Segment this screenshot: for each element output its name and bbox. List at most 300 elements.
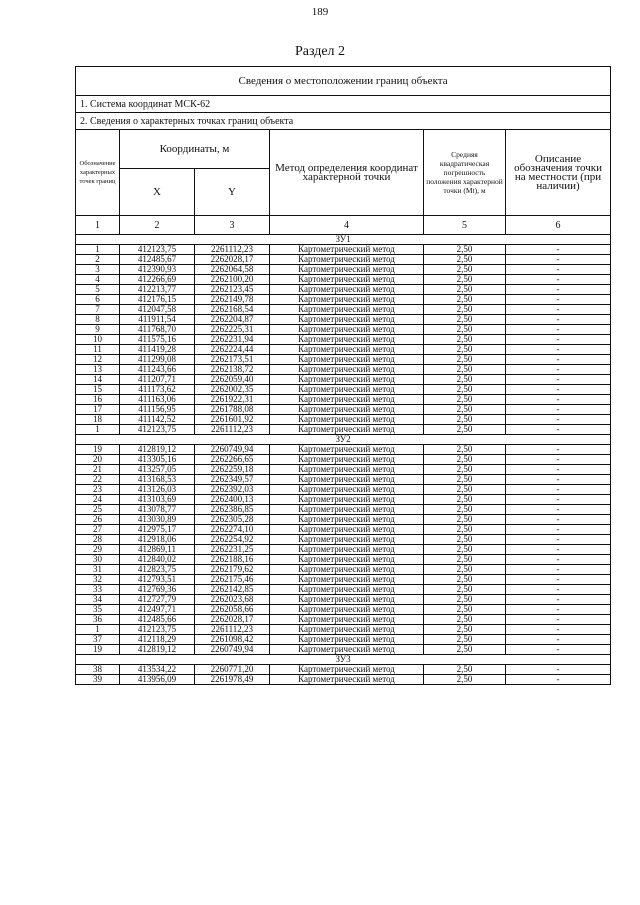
x-coord-cell: 412727,79: [120, 595, 195, 605]
x-coord-cell: 411911,54: [120, 315, 195, 325]
precision-cell: 2,50: [424, 585, 506, 595]
points-title-row: 2. Сведения о характерных точках границ объекта: [76, 113, 611, 130]
x-coord-cell: 412819,12: [120, 645, 195, 655]
method-cell: Картометрический метод: [270, 295, 424, 305]
precision-cell: 2,50: [424, 255, 506, 265]
method-cell: Картометрический метод: [270, 255, 424, 265]
method-cell: Картометрический метод: [270, 605, 424, 615]
table-row: [76, 675, 611, 685]
method-cell: Картометрический метод: [270, 455, 424, 465]
method-cell: Картометрический метод: [270, 635, 424, 645]
x-coord-cell: 413534,22: [120, 665, 195, 675]
precision-cell: 2,50: [424, 595, 506, 605]
col-number: 2: [120, 216, 195, 235]
x-coord-cell: 412975,17: [120, 525, 195, 535]
point-id-cell: 38: [76, 665, 120, 675]
table-row: [76, 625, 611, 635]
point-id-cell: 9: [76, 325, 120, 335]
x-coord-cell: 412123,75: [120, 245, 195, 255]
table-row: [76, 635, 611, 645]
description-cell: -: [506, 505, 611, 515]
col-number: 6: [506, 216, 611, 235]
point-id-cell: 24: [76, 495, 120, 505]
description-cell: -: [506, 585, 611, 595]
x-coord-cell: 412793,51: [120, 575, 195, 585]
point-id-cell: 2: [76, 255, 120, 265]
table-row: [76, 565, 611, 575]
point-id-cell: 1: [76, 425, 120, 435]
description-cell: -: [506, 555, 611, 565]
method-cell: Картометрический метод: [270, 585, 424, 595]
point-id-cell: 17: [76, 405, 120, 415]
description-cell: -: [506, 485, 611, 495]
header-point-id: Обозначение характерных точек границ: [76, 130, 120, 216]
precision-cell: 2,50: [424, 645, 506, 655]
y-coord-cell: 2262400,13: [195, 495, 270, 505]
precision-cell: 2,50: [424, 575, 506, 585]
precision-cell: 2,50: [424, 265, 506, 275]
point-id-cell: 12: [76, 355, 120, 365]
precision-cell: 2,50: [424, 295, 506, 305]
table-row: [76, 545, 611, 555]
description-cell: -: [506, 635, 611, 645]
page-number: 189: [311, 6, 329, 18]
description-cell: -: [506, 675, 611, 685]
description-cell: -: [506, 285, 611, 295]
precision-cell: 2,50: [424, 555, 506, 565]
method-cell: Картометрический метод: [270, 245, 424, 255]
table-row: [76, 275, 611, 285]
description-cell: -: [506, 345, 611, 355]
point-id-cell: 29: [76, 545, 120, 555]
point-id-cell: 33: [76, 585, 120, 595]
table-row: [76, 255, 611, 265]
x-coord-cell: 412769,36: [120, 585, 195, 595]
point-id-cell: 16: [76, 395, 120, 405]
precision-cell: 2,50: [424, 615, 506, 625]
x-coord-cell: 412390,93: [120, 265, 195, 275]
description-cell: -: [506, 405, 611, 415]
table-row: [76, 515, 611, 525]
point-id-cell: 28: [76, 535, 120, 545]
method-cell: Картометрический метод: [270, 335, 424, 345]
x-coord-cell: 413956,09: [120, 675, 195, 685]
y-coord-cell: 2262100,20: [195, 275, 270, 285]
description-cell: -: [506, 625, 611, 635]
description-cell: -: [506, 565, 611, 575]
precision-cell: 2,50: [424, 605, 506, 615]
x-coord-cell: 412485,66: [120, 615, 195, 625]
table-row: [76, 455, 611, 465]
precision-cell: 2,50: [424, 395, 506, 405]
precision-cell: 2,50: [424, 625, 506, 635]
y-coord-cell: 2262349,57: [195, 475, 270, 485]
method-cell: Картометрический метод: [270, 345, 424, 355]
header-description: Описание обозначения точки на местности (при наличии): [506, 130, 611, 216]
x-coord-cell: 413126,03: [120, 485, 195, 495]
header-coordinates: Координаты, м: [120, 130, 270, 169]
table-row: [76, 445, 611, 455]
description-cell: -: [506, 265, 611, 275]
y-coord-cell: 2262059,40: [195, 375, 270, 385]
header-x: X: [120, 169, 195, 216]
precision-cell: 2,50: [424, 245, 506, 255]
description-cell: -: [506, 245, 611, 255]
y-coord-cell: 2262138,72: [195, 365, 270, 375]
method-cell: Картометрический метод: [270, 265, 424, 275]
method-cell: Картометрический метод: [270, 305, 424, 315]
y-coord-cell: 2262142,85: [195, 585, 270, 595]
y-coord-cell: 2262028,17: [195, 255, 270, 265]
table-row: [76, 245, 611, 255]
point-id-cell: 10: [76, 335, 120, 345]
table-row: [76, 465, 611, 475]
point-id-cell: 8: [76, 315, 120, 325]
y-coord-cell: 2262274,10: [195, 525, 270, 535]
point-id-cell: 3: [76, 265, 120, 275]
precision-cell: 2,50: [424, 635, 506, 645]
precision-cell: 2,50: [424, 285, 506, 295]
precision-cell: 2,50: [424, 355, 506, 365]
point-id-cell: 1: [76, 625, 120, 635]
col-number: 1: [76, 216, 120, 235]
point-id-cell: 27: [76, 525, 120, 535]
description-cell: -: [506, 575, 611, 585]
point-id-cell: 4: [76, 275, 120, 285]
method-cell: Картометрический метод: [270, 355, 424, 365]
table-row: [76, 575, 611, 585]
method-cell: Картометрический метод: [270, 625, 424, 635]
precision-cell: 2,50: [424, 425, 506, 435]
method-cell: Картометрический метод: [270, 495, 424, 505]
point-id-cell: 32: [76, 575, 120, 585]
point-id-cell: 15: [76, 385, 120, 395]
precision-cell: 2,50: [424, 315, 506, 325]
point-id-cell: 31: [76, 565, 120, 575]
coord-system-row: 1. Система координат МСК-62: [76, 96, 611, 113]
point-id-cell: 22: [76, 475, 120, 485]
description-cell: -: [506, 335, 611, 345]
method-cell: Картометрический метод: [270, 595, 424, 605]
y-coord-cell: 2262023,68: [195, 595, 270, 605]
table-row: [76, 535, 611, 545]
y-coord-cell: 2261098,42: [195, 635, 270, 645]
method-cell: Картометрический метод: [270, 465, 424, 475]
point-id-cell: 13: [76, 365, 120, 375]
method-cell: Картометрический метод: [270, 405, 424, 415]
point-id-cell: 26: [76, 515, 120, 525]
y-coord-cell: 2262188,16: [195, 555, 270, 565]
y-coord-cell: 2260749,94: [195, 645, 270, 655]
method-cell: Картометрический метод: [270, 375, 424, 385]
precision-cell: 2,50: [424, 445, 506, 455]
table-row: [76, 335, 611, 345]
point-id-cell: 18: [76, 415, 120, 425]
description-cell: -: [506, 305, 611, 315]
description-cell: -: [506, 535, 611, 545]
point-id-cell: 19: [76, 645, 120, 655]
table-row: [76, 265, 611, 275]
y-coord-cell: 2261978,49: [195, 675, 270, 685]
x-coord-cell: 411173,62: [120, 385, 195, 395]
method-cell: Картометрический метод: [270, 315, 424, 325]
section-title: Раздел 2: [294, 44, 346, 59]
description-cell: -: [506, 515, 611, 525]
precision-cell: 2,50: [424, 305, 506, 315]
description-cell: -: [506, 425, 611, 435]
table-row: [76, 325, 611, 335]
x-coord-cell: 412485,67: [120, 255, 195, 265]
y-coord-cell: 2260749,94: [195, 445, 270, 455]
y-coord-cell: 2262224,44: [195, 345, 270, 355]
table-row: [76, 385, 611, 395]
description-cell: -: [506, 455, 611, 465]
group-header: ЗУ1: [76, 235, 611, 245]
x-coord-cell: 412266,69: [120, 275, 195, 285]
y-coord-cell: 2262204,87: [195, 315, 270, 325]
boundary-points-table: [75, 66, 611, 685]
precision-cell: 2,50: [424, 505, 506, 515]
description-cell: -: [506, 255, 611, 265]
description-cell: -: [506, 465, 611, 475]
precision-cell: 2,50: [424, 275, 506, 285]
col-number: 4: [270, 216, 424, 235]
y-coord-cell: 2262168,54: [195, 305, 270, 315]
x-coord-cell: 412123,75: [120, 625, 195, 635]
point-id-cell: 21: [76, 465, 120, 475]
table-row: [76, 405, 611, 415]
table-row: [76, 585, 611, 595]
point-id-cell: 35: [76, 605, 120, 615]
x-coord-cell: 411207,71: [120, 375, 195, 385]
table-row: [76, 425, 611, 435]
x-coord-cell: 412497,71: [120, 605, 195, 615]
x-coord-cell: 412176,15: [120, 295, 195, 305]
x-coord-cell: 412123,75: [120, 425, 195, 435]
x-coord-cell: 413168,53: [120, 475, 195, 485]
y-coord-cell: 2262175,46: [195, 575, 270, 585]
method-cell: Картометрический метод: [270, 385, 424, 395]
x-coord-cell: 411768,70: [120, 325, 195, 335]
point-id-cell: 7: [76, 305, 120, 315]
y-coord-cell: 2262266,65: [195, 455, 270, 465]
x-coord-cell: 411156,95: [120, 405, 195, 415]
col-number: 5: [424, 216, 506, 235]
description-cell: -: [506, 525, 611, 535]
table-row: [76, 395, 611, 405]
x-coord-cell: 412840,02: [120, 555, 195, 565]
precision-cell: 2,50: [424, 325, 506, 335]
precision-cell: 2,50: [424, 535, 506, 545]
x-coord-cell: 412118,29: [120, 635, 195, 645]
x-coord-cell: 413078,77: [120, 505, 195, 515]
x-coord-cell: 411419,28: [120, 345, 195, 355]
description-cell: -: [506, 395, 611, 405]
method-cell: Картометрический метод: [270, 485, 424, 495]
precision-cell: 2,50: [424, 385, 506, 395]
point-id-cell: 1: [76, 245, 120, 255]
y-coord-cell: 2262149,78: [195, 295, 270, 305]
precision-cell: 2,50: [424, 475, 506, 485]
description-cell: -: [506, 375, 611, 385]
precision-cell: 2,50: [424, 525, 506, 535]
point-id-cell: 6: [76, 295, 120, 305]
table-row: [76, 315, 611, 325]
method-cell: Картометрический метод: [270, 445, 424, 455]
method-cell: Картометрический метод: [270, 475, 424, 485]
precision-cell: 2,50: [424, 495, 506, 505]
table-row: [76, 285, 611, 295]
y-coord-cell: 2262064,58: [195, 265, 270, 275]
table-row: [76, 375, 611, 385]
description-cell: -: [506, 295, 611, 305]
y-coord-cell: 2262225,31: [195, 325, 270, 335]
x-coord-cell: 411299,08: [120, 355, 195, 365]
y-coord-cell: 2262231,25: [195, 545, 270, 555]
method-cell: Картометрический метод: [270, 425, 424, 435]
method-cell: Картометрический метод: [270, 505, 424, 515]
description-cell: -: [506, 275, 611, 285]
method-cell: Картометрический метод: [270, 675, 424, 685]
description-cell: -: [506, 495, 611, 505]
point-id-cell: 5: [76, 285, 120, 295]
point-id-cell: 19: [76, 445, 120, 455]
method-cell: Картометрический метод: [270, 365, 424, 375]
group-header: ЗУ2: [76, 435, 611, 445]
point-id-cell: 14: [76, 375, 120, 385]
point-id-cell: 25: [76, 505, 120, 515]
method-cell: Картометрический метод: [270, 545, 424, 555]
precision-cell: 2,50: [424, 465, 506, 475]
description-cell: -: [506, 595, 611, 605]
header-precision: Средняя квадратическая погрешность положения характерной точки (Mt), м: [424, 130, 506, 216]
x-coord-cell: 413030,89: [120, 515, 195, 525]
method-cell: Картометрический метод: [270, 525, 424, 535]
y-coord-cell: 2262259,18: [195, 465, 270, 475]
precision-cell: 2,50: [424, 565, 506, 575]
description-cell: -: [506, 355, 611, 365]
precision-cell: 2,50: [424, 485, 506, 495]
x-coord-cell: 411243,66: [120, 365, 195, 375]
point-id-cell: 37: [76, 635, 120, 645]
table-row: [76, 605, 611, 615]
table-row: [76, 345, 611, 355]
method-cell: Картометрический метод: [270, 575, 424, 585]
y-coord-cell: 2261112,23: [195, 245, 270, 255]
col-number: 3: [195, 216, 270, 235]
x-coord-cell: 412213,77: [120, 285, 195, 295]
method-cell: Картометрический метод: [270, 415, 424, 425]
y-coord-cell: 2262173,51: [195, 355, 270, 365]
x-coord-cell: 412869,11: [120, 545, 195, 555]
point-id-cell: 39: [76, 675, 120, 685]
table-row: [76, 475, 611, 485]
precision-cell: 2,50: [424, 405, 506, 415]
x-coord-cell: 411142,52: [120, 415, 195, 425]
description-cell: -: [506, 475, 611, 485]
table-row: [76, 645, 611, 655]
description-cell: -: [506, 445, 611, 455]
table-row: [76, 555, 611, 565]
method-cell: Картометрический метод: [270, 645, 424, 655]
precision-cell: 2,50: [424, 545, 506, 555]
header-method: Метод определения координат характерной точки: [270, 130, 424, 216]
y-coord-cell: 2262231,94: [195, 335, 270, 345]
method-cell: Картометрический метод: [270, 515, 424, 525]
point-id-cell: 36: [76, 615, 120, 625]
y-coord-cell: 2262392,03: [195, 485, 270, 495]
table-row: [76, 525, 611, 535]
y-coord-cell: 2262002,35: [195, 385, 270, 395]
y-coord-cell: 2261922,31: [195, 395, 270, 405]
group-header: ЗУ3: [76, 655, 611, 665]
x-coord-cell: 413305,16: [120, 455, 195, 465]
y-coord-cell: 2261112,23: [195, 425, 270, 435]
x-coord-cell: 412823,75: [120, 565, 195, 575]
table-row: [76, 595, 611, 605]
point-id-cell: 30: [76, 555, 120, 565]
x-coord-cell: 413257,05: [120, 465, 195, 475]
y-coord-cell: 2262386,85: [195, 505, 270, 515]
method-cell: Картометрический метод: [270, 555, 424, 565]
y-coord-cell: 2262028,17: [195, 615, 270, 625]
x-coord-cell: 411163,06: [120, 395, 195, 405]
description-cell: -: [506, 365, 611, 375]
method-cell: Картометрический метод: [270, 535, 424, 545]
method-cell: Картометрический метод: [270, 275, 424, 285]
method-cell: Картометрический метод: [270, 565, 424, 575]
description-cell: -: [506, 415, 611, 425]
x-coord-cell: 411575,16: [120, 335, 195, 345]
precision-cell: 2,50: [424, 455, 506, 465]
table-row: [76, 665, 611, 675]
description-cell: -: [506, 545, 611, 555]
precision-cell: 2,50: [424, 375, 506, 385]
y-coord-cell: 2261112,23: [195, 625, 270, 635]
y-coord-cell: 2262254,92: [195, 535, 270, 545]
description-cell: -: [506, 645, 611, 655]
table-row: [76, 615, 611, 625]
description-cell: -: [506, 605, 611, 615]
y-coord-cell: 2262123,45: [195, 285, 270, 295]
point-id-cell: 20: [76, 455, 120, 465]
table-row: [76, 365, 611, 375]
x-coord-cell: 412047,58: [120, 305, 195, 315]
method-cell: Картометрический метод: [270, 665, 424, 675]
table-row: [76, 355, 611, 365]
method-cell: Картометрический метод: [270, 325, 424, 335]
table-row: [76, 295, 611, 305]
precision-cell: 2,50: [424, 675, 506, 685]
description-cell: -: [506, 615, 611, 625]
table-row: [76, 485, 611, 495]
x-coord-cell: 412819,12: [120, 445, 195, 455]
y-coord-cell: 2261601,92: [195, 415, 270, 425]
precision-cell: 2,50: [424, 335, 506, 345]
method-cell: Картометрический метод: [270, 285, 424, 295]
y-coord-cell: 2261788,08: [195, 405, 270, 415]
table-row: [76, 305, 611, 315]
description-cell: -: [506, 315, 611, 325]
point-id-cell: 11: [76, 345, 120, 355]
description-cell: -: [506, 665, 611, 675]
y-coord-cell: 2262058,66: [195, 605, 270, 615]
point-id-cell: 34: [76, 595, 120, 605]
y-coord-cell: 2262305,28: [195, 515, 270, 525]
precision-cell: 2,50: [424, 345, 506, 355]
precision-cell: 2,50: [424, 365, 506, 375]
x-coord-cell: 413103,69: [120, 495, 195, 505]
